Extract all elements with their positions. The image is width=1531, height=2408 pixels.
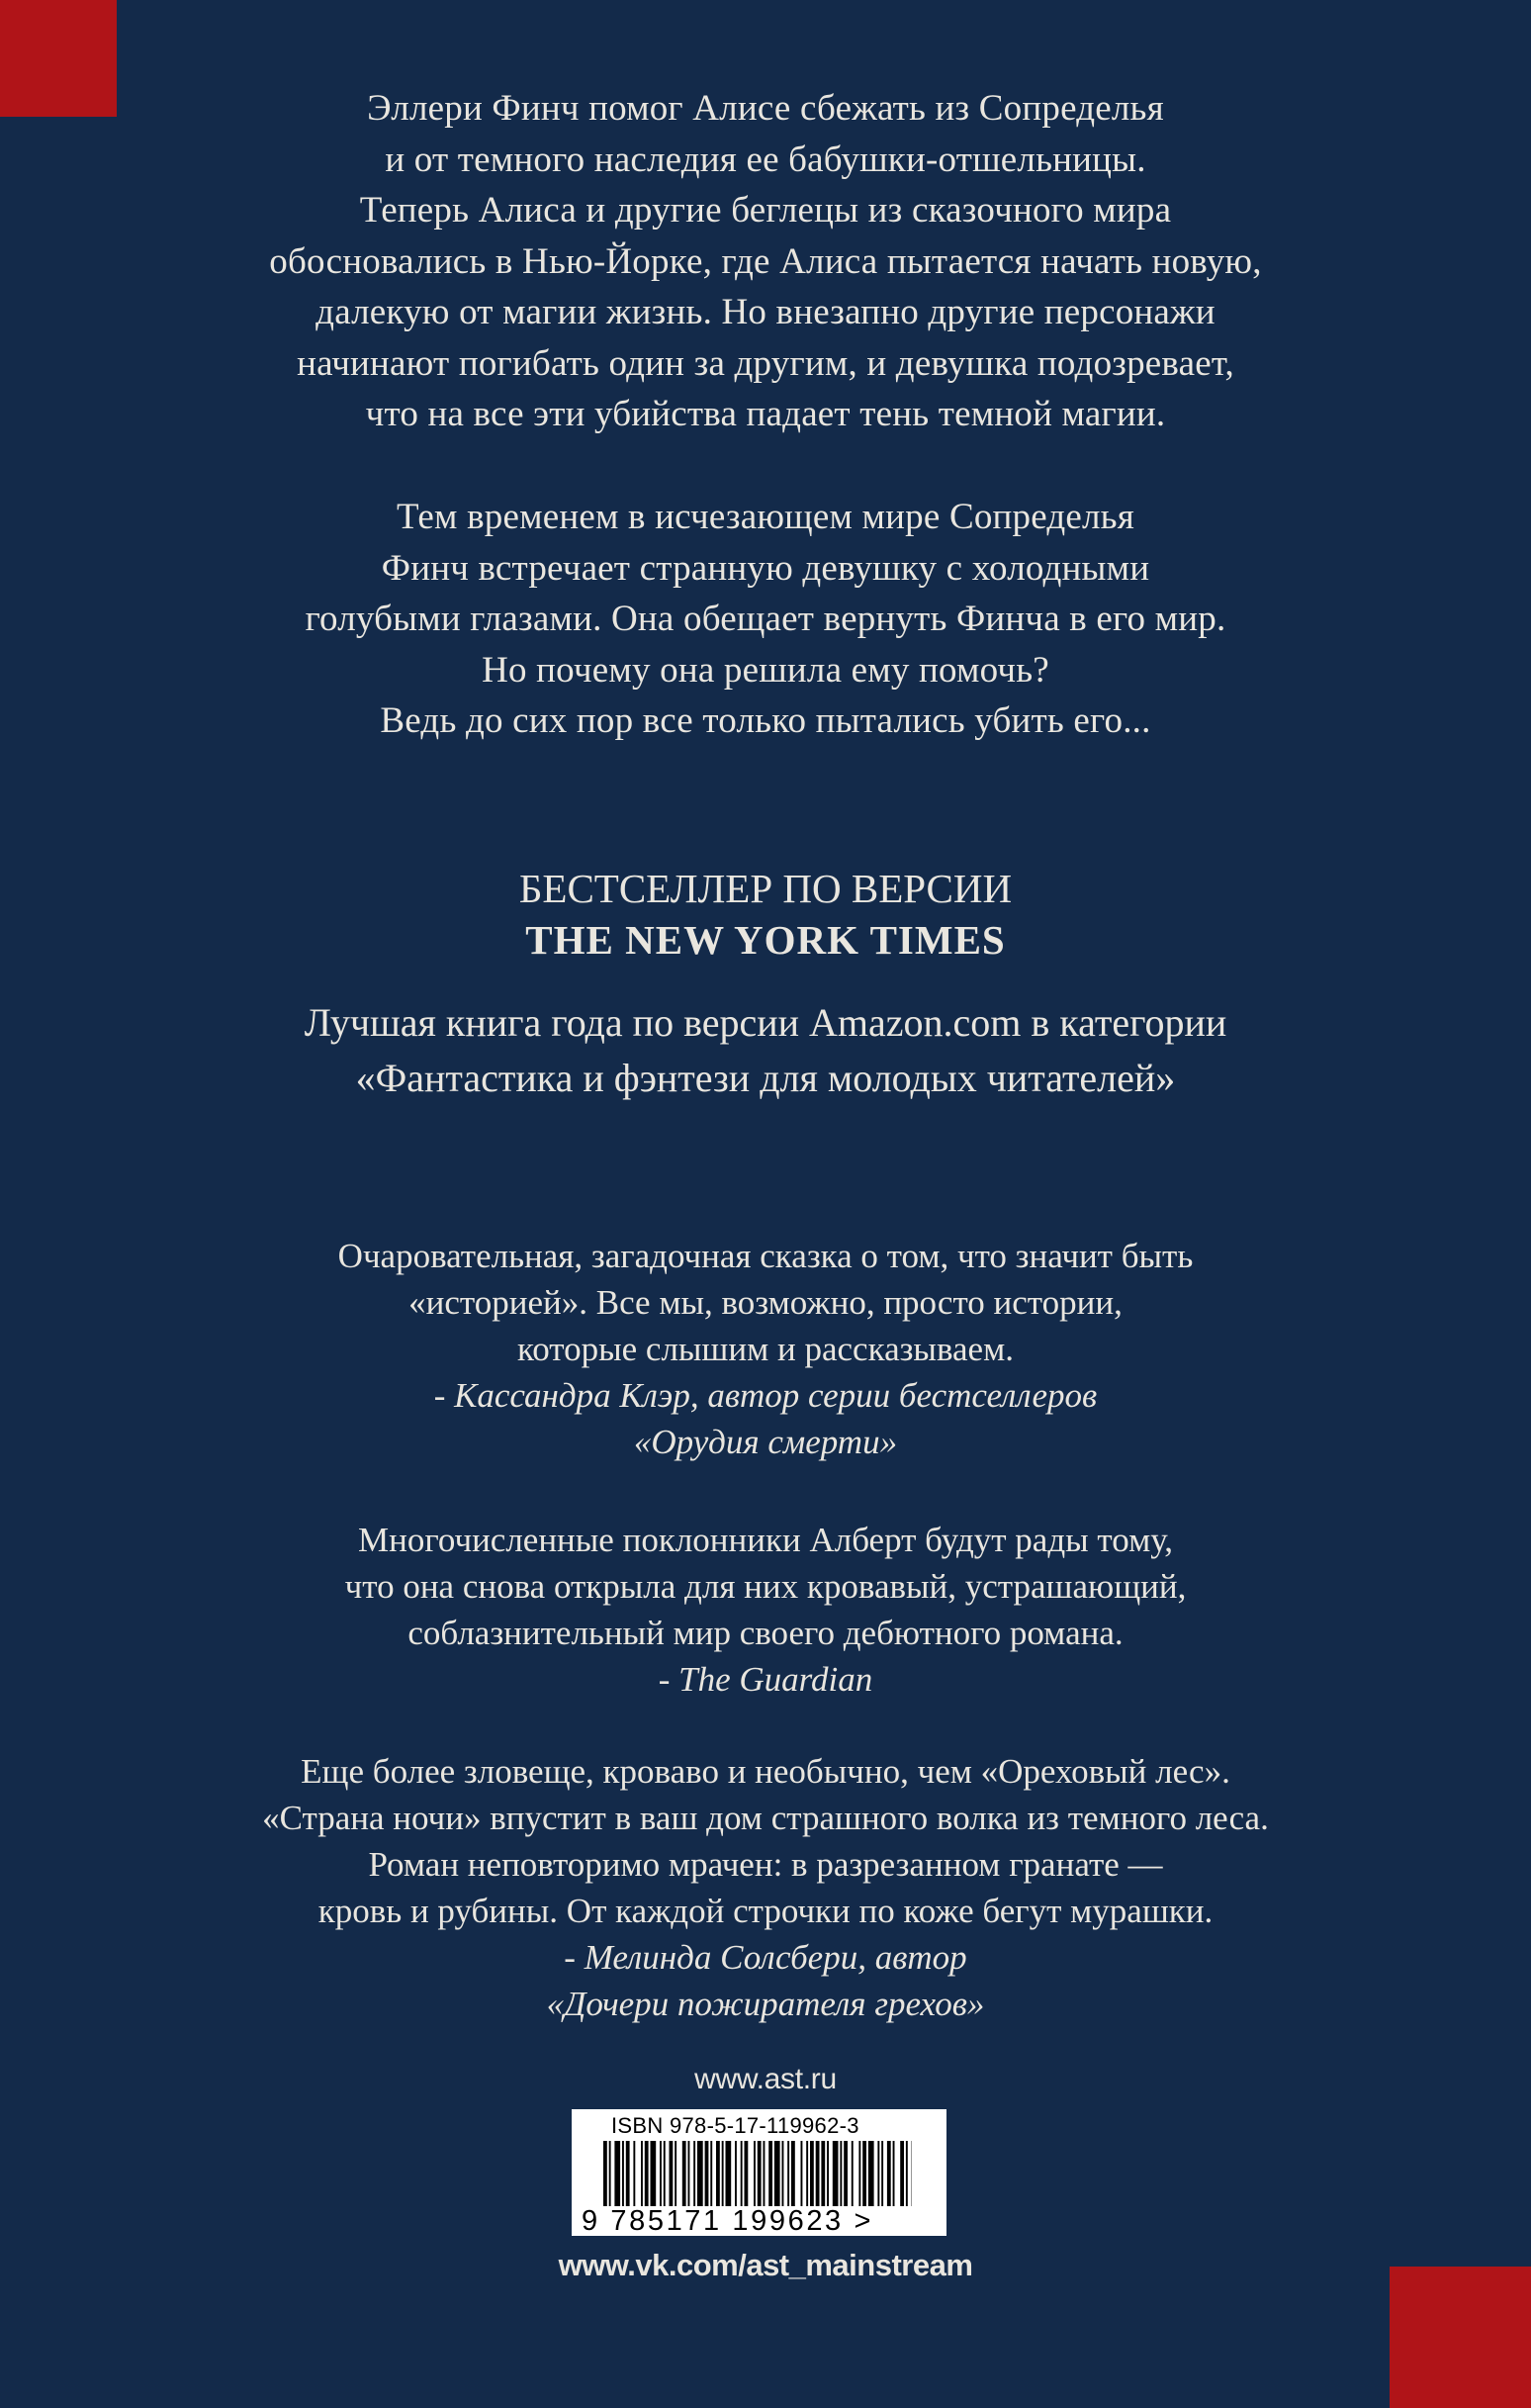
barcode-bar <box>833 2141 839 2206</box>
barcode-bar <box>633 2141 635 2206</box>
isbn-number: ISBN 978-5-17-119962-3 <box>611 2113 859 2138</box>
barcode-bar <box>868 2141 874 2206</box>
synopsis-line: Теперь Алиса и другие беглецы из сказочного мира <box>359 190 1172 231</box>
barcode-bar <box>764 2141 766 2206</box>
quote-attribution: «Орудия смерти» <box>633 1423 898 1461</box>
synopsis-line: обосновались в Нью-Йорке, где Алиса пытается начать новую, <box>269 240 1262 282</box>
review-quote-1 <box>0 1233 1531 1465</box>
bestseller-line-1: БЕСТСЕЛЛЕР ПО ВЕРСИИ <box>518 866 1013 911</box>
red-corner-bottom-right <box>1390 2267 1531 2408</box>
amazon-award <box>0 995 1531 1106</box>
publisher-website[interactable]: www.ast.ru <box>694 2063 837 2095</box>
barcode-bar <box>862 2141 866 2206</box>
barcode-bar <box>906 2141 908 2206</box>
review-quote-2 <box>0 1517 1531 1703</box>
barcode-bar <box>782 2141 784 2206</box>
barcode-bar <box>710 2141 712 2206</box>
synopsis-line: что на все эти убийства падает тень темной магии. <box>365 394 1166 434</box>
barcode-bar <box>716 2141 720 2206</box>
barcode-bar <box>844 2141 848 2206</box>
quote-line: что она снова открыла для них кровавый, устрашающий, <box>344 1567 1187 1606</box>
synopsis-line: Ведь до сих пор все только пытались убить его... <box>380 700 1151 741</box>
quote-line: «Страна ночи» впустит в ваш дом страшного волка из темного леса. <box>262 1799 1269 1837</box>
quote-line: Очаровательная, загадочная сказка о том, что значит быть <box>337 1237 1194 1275</box>
synopsis-line: Финч встречает странную девушку с холодными <box>381 547 1150 589</box>
barcode-bar <box>660 2141 662 2206</box>
synopsis-line: Тем временем в исчезающем мире Сопределья <box>397 497 1134 537</box>
quote-attribution: - The Guardian <box>658 1660 873 1699</box>
quote-line: кровь и рубины. От каждой строчки по коже бегут мурашки. <box>317 1892 1214 1930</box>
synopsis-line: Эллери Финч помог Алисе сбежать из Сопределья <box>367 88 1164 129</box>
barcode-bar <box>614 2141 620 2206</box>
barcode-bar <box>626 2141 630 2206</box>
barcode-bar <box>745 2141 749 2206</box>
barcode-bar <box>852 2141 854 2206</box>
quote-attribution: - Кассандра Клэр, автор серии бестселлеров <box>433 1376 1098 1415</box>
barcode-bar <box>900 2141 904 2206</box>
barcode-bar <box>741 2141 743 2206</box>
amazon-line-2: «Фантастика и фэнтези для молодых читателей» <box>355 1056 1176 1100</box>
bestseller-line-2: THE NEW YORK TIMES <box>525 917 1006 963</box>
barcode-bar <box>675 2141 676 2206</box>
barcode-bar <box>688 2141 690 2206</box>
barcode-bar <box>622 2141 624 2206</box>
barcode-bar <box>787 2141 789 2206</box>
amazon-line-1: Лучшая книга года по версии Amazon.com в категории <box>304 1000 1227 1045</box>
barcode-bar <box>816 2141 820 2206</box>
barcode-bar <box>840 2141 842 2206</box>
synopsis-line: далекую от магии жизнь. Но внезапно другие персонажи <box>315 292 1216 332</box>
quote-line: Еще более зловеще, кроваво и необычно, чем «Ореховый лес». <box>301 1752 1230 1791</box>
barcode-digits: 9 785171 199623 > <box>582 2205 873 2237</box>
barcode-bar <box>705 2141 709 2206</box>
barcode-bar <box>774 2141 780 2206</box>
barcode-bar <box>754 2141 756 2206</box>
publisher-social-link[interactable]: www.vk.com/ast_mainstream <box>558 2248 973 2282</box>
barcode-bar <box>758 2141 762 2206</box>
barcode-bar <box>821 2141 825 2206</box>
barcode-bar <box>722 2141 724 2206</box>
barcode-bar <box>726 2141 732 2206</box>
barcode-bar <box>641 2141 643 2206</box>
synopsis-line: Но почему она решила ему помочь? <box>482 649 1049 691</box>
barcode-bar <box>645 2141 649 2206</box>
barcode-bar <box>768 2141 772 2206</box>
bestseller-label <box>0 863 1531 966</box>
synopsis-paragraph-1 <box>0 83 1531 440</box>
quote-line: Роман неповторимо мрачен: в разрезанном гранате — <box>368 1845 1163 1884</box>
review-quote-3 <box>0 1748 1531 2027</box>
barcode-bar <box>670 2141 674 2206</box>
barcode-bar <box>791 2141 795 2206</box>
barcode-bar <box>858 2141 860 2206</box>
barcode-bar <box>651 2141 657 2206</box>
barcode-bar <box>801 2141 803 2206</box>
synopsis-paragraph-2 <box>0 492 1531 747</box>
isbn-barcode <box>572 2109 946 2236</box>
barcode-bar <box>827 2141 829 2206</box>
barcode-bar <box>887 2141 891 2206</box>
synopsis-line: и от темного наследия ее бабушки-отшельницы. <box>385 139 1146 180</box>
barcode-bar <box>693 2141 695 2206</box>
synopsis-line: голубыми глазами. Она обещает вернуть Финча в его мир. <box>305 599 1226 639</box>
barcode-bar <box>735 2141 737 2206</box>
barcode-bar <box>877 2141 879 2206</box>
barcode-bar <box>664 2141 666 2206</box>
quote-attribution: - Мелинда Солсбери, автор <box>564 1938 967 1977</box>
barcode-bar <box>881 2141 883 2206</box>
quote-line: Многочисленные поклонники Алберт будут рады тому, <box>358 1521 1173 1559</box>
quote-line: «историей». Все мы, возможно, просто истории, <box>408 1283 1123 1322</box>
barcode-bar <box>810 2141 814 2206</box>
barcode-bar <box>603 2141 607 2206</box>
quote-line: соблазнительный мир своего дебютного романа. <box>407 1614 1124 1652</box>
barcode-bar <box>697 2141 703 2206</box>
barcode-bar <box>893 2141 895 2206</box>
quote-line: которые слышим и рассказываем. <box>517 1330 1014 1368</box>
barcode-bars <box>603 2141 912 2206</box>
barcode-bar <box>806 2141 808 2206</box>
quote-attribution: «Дочери пожирателя грехов» <box>546 1985 985 2023</box>
barcode-bar <box>682 2141 686 2206</box>
barcode-bar <box>609 2141 611 2206</box>
synopsis-line: начинают погибать один за другим, и девушка подозревает, <box>297 342 1234 384</box>
